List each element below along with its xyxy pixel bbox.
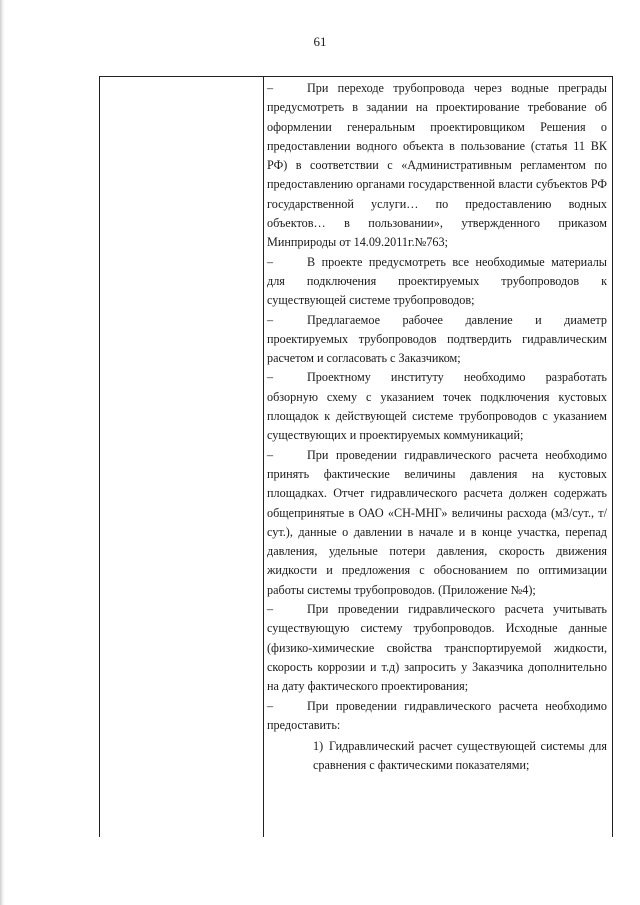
table-right-column xyxy=(267,79,607,776)
paragraph-text: При проведении гидравлического расчета необходимо принять фактические величины давления на кустовых площадках. Отчет гидравлического расчета должен содержать общепринятые в ОАО «СН-МНГ» величины расхода (м3/сут., т/сут.), данные о давлении в начале и в конце участка, перепад давления, удельные потери давления, скорость движения жидкости и предложения с обоснованием по оптимизации работы системы трубопроводов. (Приложение №4); xyxy=(267,447,607,597)
paragraph-text: При переходе трубопровода через водные преграды предусмотреть в задании на проектирование требование об оформлении генеральным проектировщиком Решения о предоставлении водного объекта в пользование (статья 11 ВК РФ) в соответствии с «Административным регламентом по предоставлению органами государственной власти субъектов РФ государственной услуги… по предоставлению водных объектов… в пользовании», утвержденного приказом Минприроды от 14.09.2011г.№763; xyxy=(267,81,607,250)
paragraph-text: Проектному институту необходимо разработать обзорную схему с указанием точек подключения кустовых площадок к действующей системе трубопроводов с указанием существующих и проектируемых коммуникаций; xyxy=(267,370,607,443)
paragraph-overview-scheme xyxy=(267,368,607,445)
paragraph-connection-materials xyxy=(267,253,607,311)
bullet-dash: – xyxy=(267,81,274,95)
page-number: 61 xyxy=(313,34,327,49)
bullet-dash: – xyxy=(267,312,274,327)
paragraph-text: При проведении гидравлического расчета необходимо предоставить: xyxy=(267,698,607,732)
paragraph-text: Предлагаемое рабочее давление и диаметр проектируемых трубопроводов подтвердить гидравлическим расчетом и согласовать с Заказчиком; xyxy=(267,312,607,366)
paragraph-provide xyxy=(267,697,607,736)
bullet-dash: – xyxy=(267,254,274,269)
paragraph-text: При проведении гидравлического расчета учитывать существующую систему трубопроводов. Исходные данные (физико-химические свойства транспортируемой жидкости, скорость коррозии и т.д) запросить у Заказчика дополнительно на дату фактического проектирования; xyxy=(267,602,607,694)
paragraph-pressure-diameter xyxy=(267,311,607,369)
table-left-column xyxy=(99,77,264,837)
scan-edge xyxy=(0,0,5,905)
paragraph-water-crossing xyxy=(267,79,607,253)
paragraph-text: В проекте предусмотреть все необходимые материалы для подключения проектируемых трубопроводов к существующей системе трубопроводов; xyxy=(267,254,607,308)
column-divider xyxy=(263,77,264,837)
paragraph-hydraulic-report xyxy=(267,446,607,600)
bullet-dash: – xyxy=(267,447,274,462)
item-number: 1) xyxy=(313,739,324,754)
bullet-dash: – xyxy=(267,370,274,385)
item-text: Гидравлический расчет существующей системы для сравнения с фактическими показателями; xyxy=(313,739,607,773)
bullet-dash: – xyxy=(267,698,274,713)
numbered-item-1 xyxy=(313,737,607,776)
bullet-dash: – xyxy=(267,602,274,617)
requirements-table xyxy=(99,76,613,837)
paragraph-existing-system xyxy=(267,600,607,696)
